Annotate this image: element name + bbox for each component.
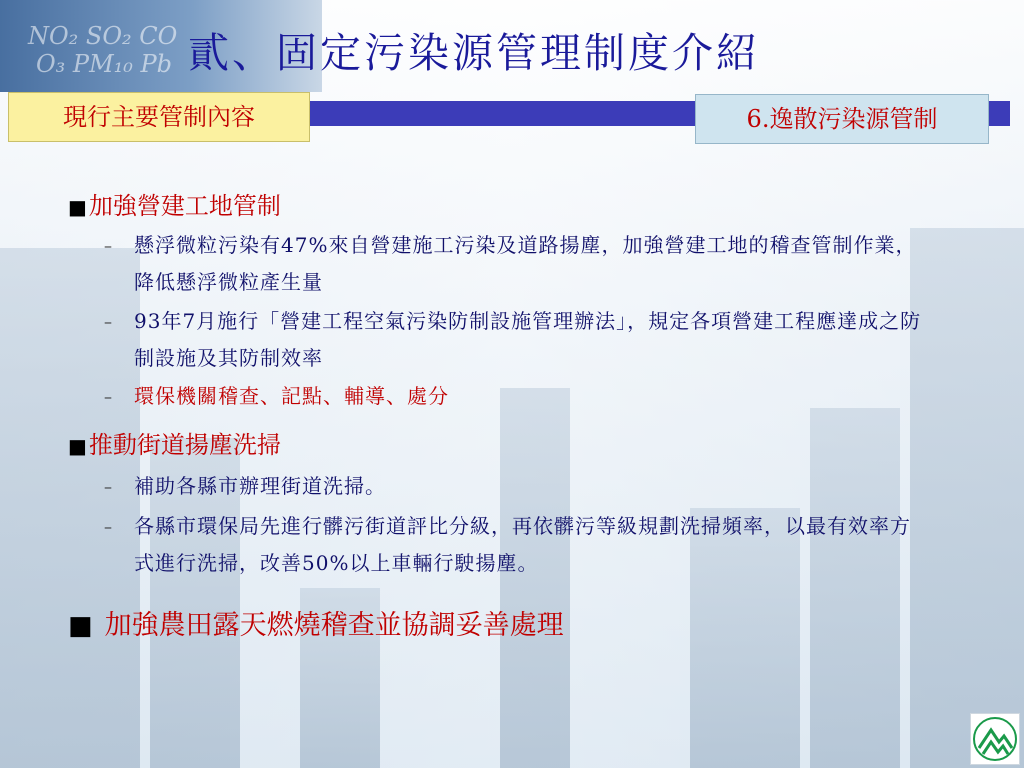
sub-bullet-text: 補助各縣市辦理街道洗掃。 xyxy=(134,474,386,498)
sub-bullet xyxy=(104,378,924,415)
sub-bullet-text: 懸浮微粒污染有47%來自營建施工污染及道路揚塵，加強營建工地的稽查管制作業，降低懸浮微粒產生量 xyxy=(134,233,917,294)
bullet-heading xyxy=(68,425,281,460)
sub-bullet xyxy=(104,227,924,301)
dash-bullet-icon: – xyxy=(104,477,113,496)
sub-bullet xyxy=(104,468,924,505)
bullet-heading xyxy=(68,603,564,642)
sub-bullet xyxy=(104,303,924,377)
sub-bullet-text: 93年7月施行「營建工程空氣污染防制設施管理辦法」，規定各項營建工程應達成之防制設施及其防制效率 xyxy=(134,309,922,370)
square-bullet-icon: ■ xyxy=(68,195,87,219)
dash-bullet-icon: – xyxy=(104,312,113,331)
square-bullet-icon: ■ xyxy=(68,434,87,458)
section-tag-left: 現行主要管制內容 xyxy=(8,92,310,142)
pollutant-label-row: NO₂ SO₂ CO xyxy=(28,22,178,50)
sub-bullet-text: 環保機關稽查、記點、輔導、處分 xyxy=(134,384,449,408)
square-bullet-icon: ■ xyxy=(68,611,93,641)
bullet-heading-text: 加強農田露天燃燒稽查並協調妥善處理 xyxy=(104,610,564,641)
dash-bullet-icon: – xyxy=(104,517,113,536)
dash-bullet-icon: – xyxy=(104,387,113,406)
section-tag-right: 6.逸散污染源管制 xyxy=(695,94,989,144)
mountain-logo-icon xyxy=(971,714,1019,764)
page-title: 貳、固定污染源管理制度介紹 xyxy=(188,29,760,77)
sub-bullet-text: 各縣市環保局先進行髒污街道評比分級，再依髒污等級規劃洗掃頻率，以最有效率方式進行洗掃，改善50%以上車輛行駛揚塵。 xyxy=(134,514,911,575)
dash-bullet-icon: – xyxy=(104,236,113,255)
bullet-heading xyxy=(68,186,281,221)
sub-bullet xyxy=(104,508,924,582)
agency-logo xyxy=(970,713,1020,765)
pollutant-label-row: O₃ PM₁₀ Pb xyxy=(36,50,173,78)
bullet-heading-text: 推動街道揚塵洗掃 xyxy=(88,431,281,459)
bullet-heading-text: 加強營建工地管制 xyxy=(88,192,281,220)
